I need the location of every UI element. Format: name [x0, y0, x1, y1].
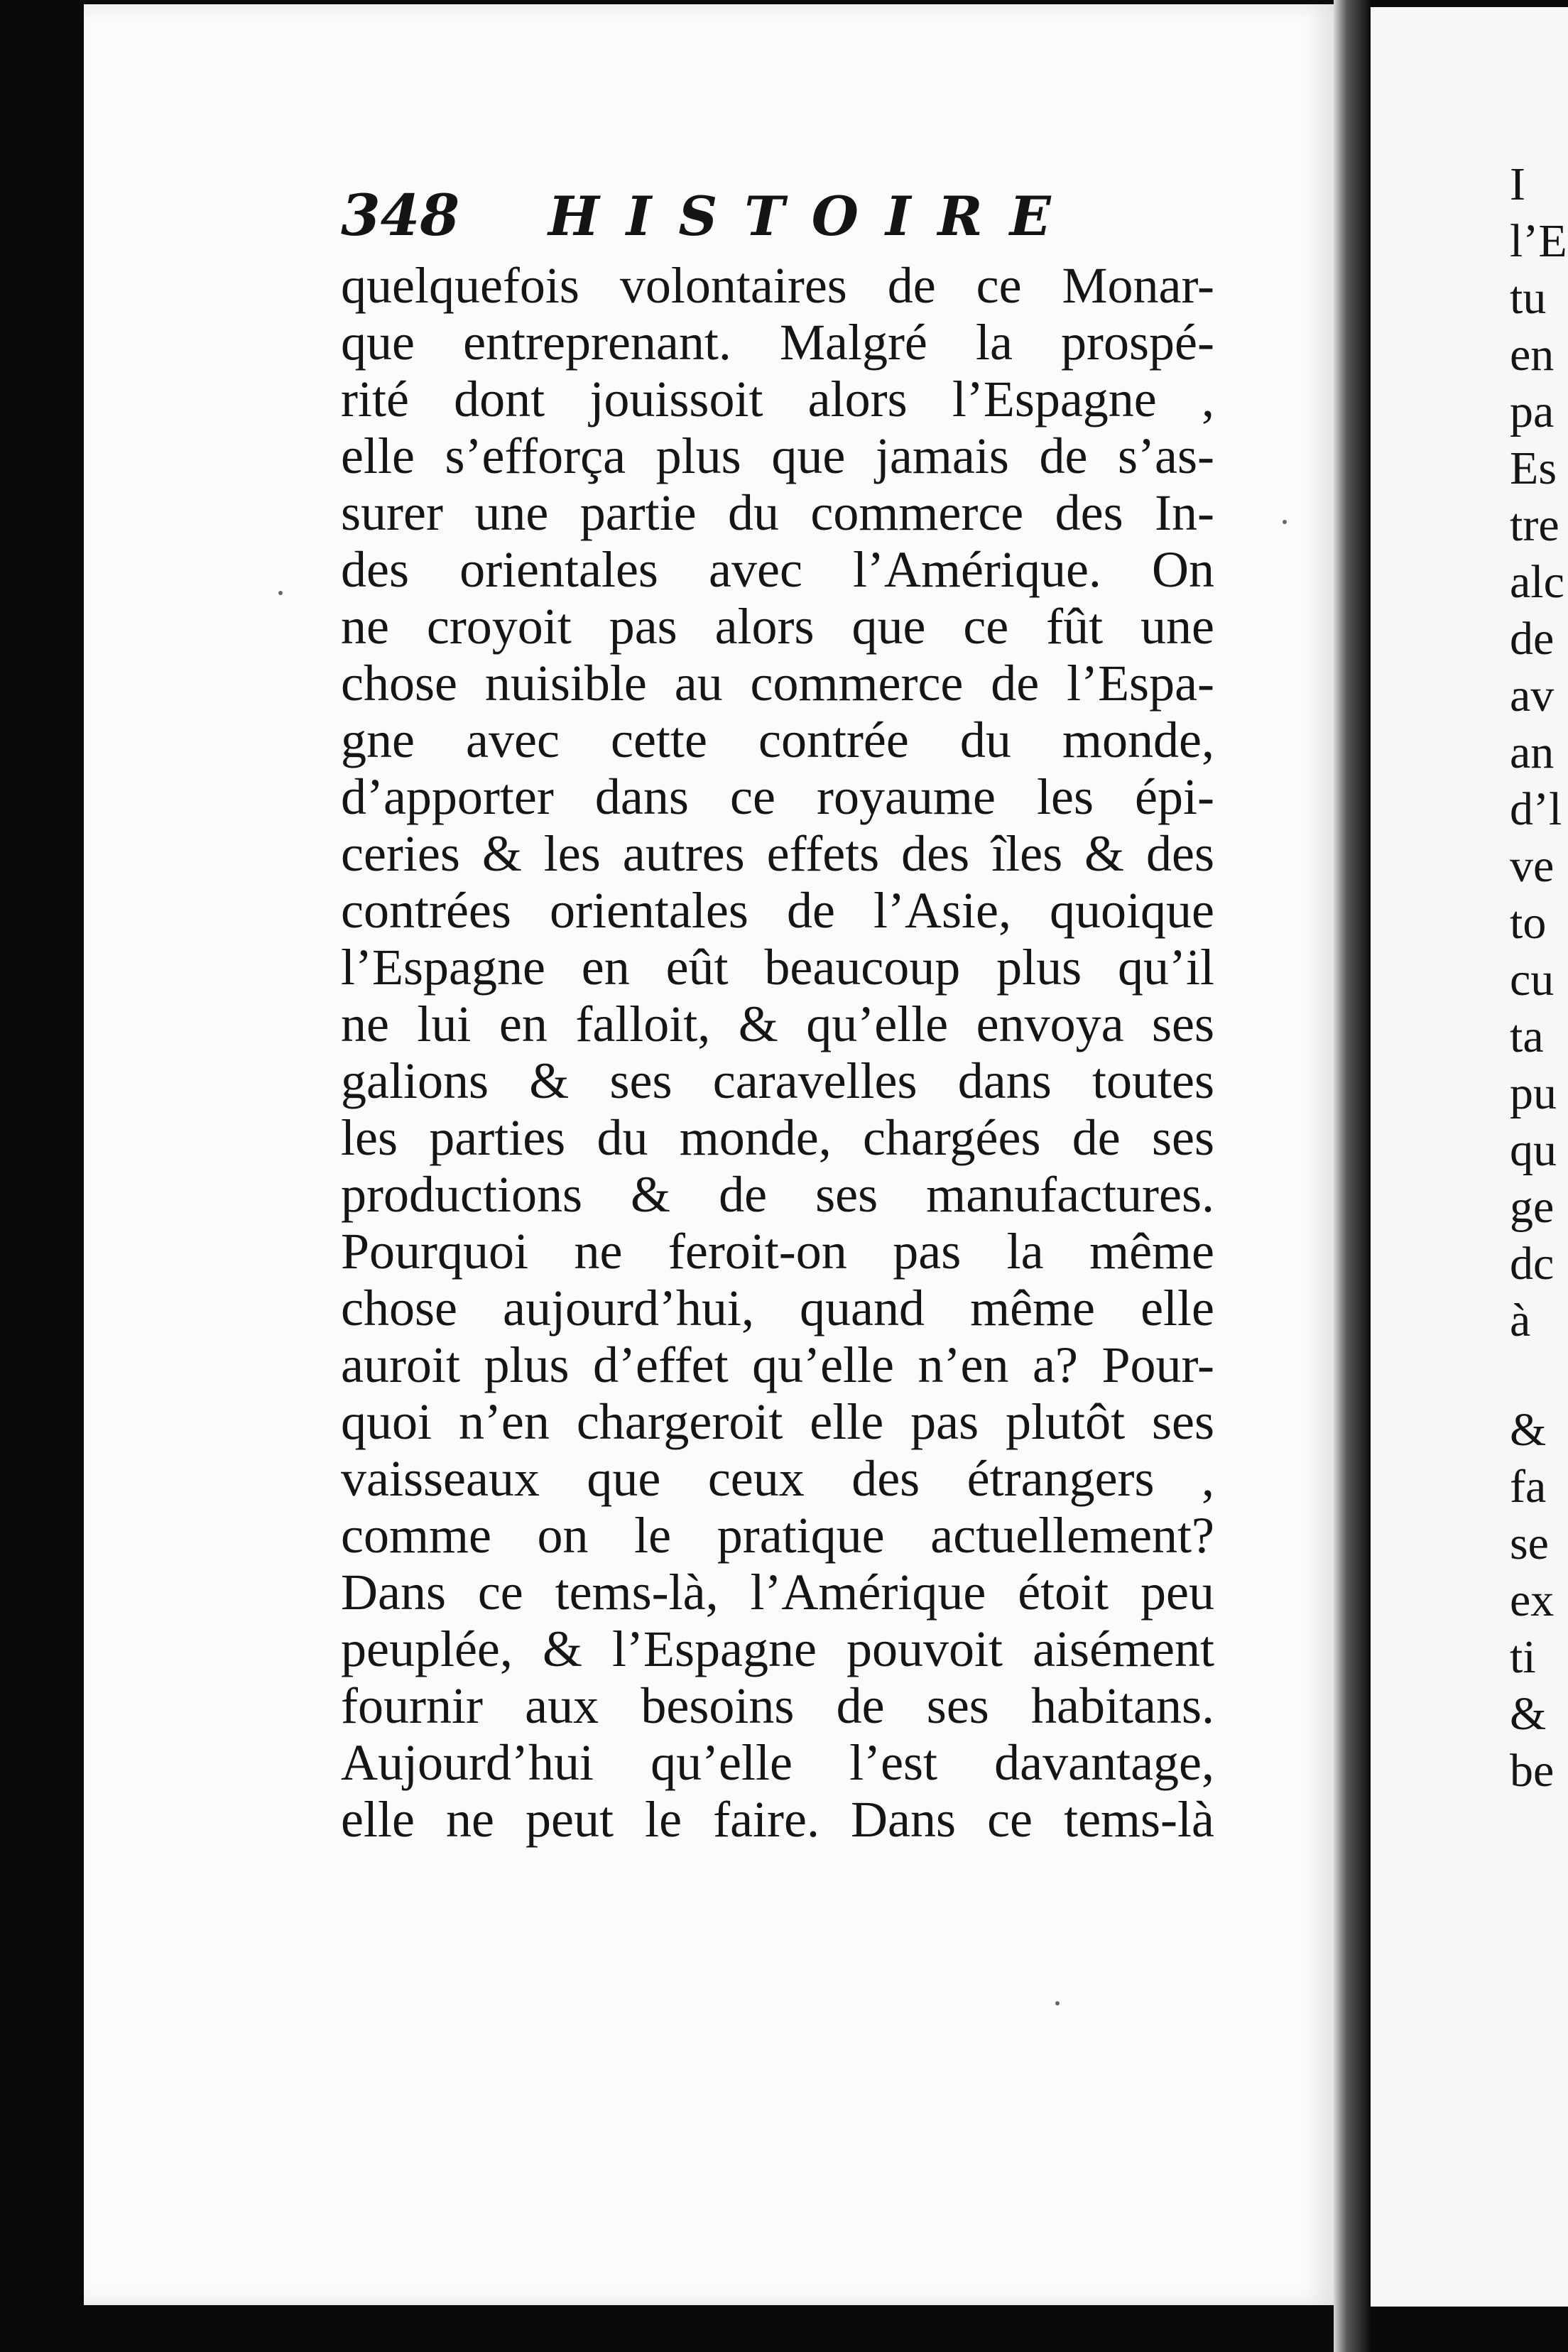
text-line: ceries & les autres effets des îles & des: [341, 825, 1214, 882]
text-line: quoi n’en chargeroit elle pas plutôt ses: [341, 1393, 1214, 1450]
right-line-fragment: tu: [1510, 272, 1547, 324]
right-line-fragment: ti: [1510, 1631, 1536, 1683]
text-line: fournir aux besoins de ses habitans.: [341, 1677, 1214, 1734]
text-line: quelquefois volontaires de ce Monar-: [341, 257, 1214, 314]
text-line: contrées orientales de l’Asie, quoique: [341, 882, 1214, 939]
text-line: gne avec cette contrée du monde,: [341, 712, 1214, 768]
text-line: auroit plus d’effet qu’elle n’en a? Pour-: [341, 1336, 1214, 1393]
text-line: les parties du monde, chargées de ses: [341, 1109, 1214, 1166]
text-line: chose nuisible au commerce de l’Espa-: [341, 655, 1214, 712]
text-line: ne croyoit pas alors que ce fût une: [341, 598, 1214, 655]
right-line-fragment: alc: [1510, 556, 1564, 608]
text-line: Dans ce tems-là, l’Amérique étoit peu: [341, 1564, 1214, 1621]
right-line-fragment: en: [1510, 329, 1555, 381]
right-line-fragment: ta: [1510, 1011, 1544, 1062]
right-line-fragment: pa: [1510, 386, 1555, 437]
text-line: Aujourd’hui qu’elle l’est davantage,: [341, 1734, 1214, 1791]
right-line-fragment: &: [1510, 1404, 1547, 1456]
right-line-fragment: d’l: [1510, 783, 1562, 835]
text-line: productions & de ses manufactures.: [341, 1166, 1214, 1223]
ink-speck: [278, 591, 283, 595]
right-line-fragment: se: [1510, 1518, 1549, 1569]
text-line: elle s’efforça plus que jamais de s’as-: [341, 428, 1214, 484]
right-line-fragment: qu: [1510, 1124, 1557, 1176]
right-line-fragment: ge: [1510, 1181, 1555, 1233]
right-line-fragment: to: [1510, 897, 1547, 949]
right-line-fragment: l’E: [1510, 215, 1567, 267]
text-line: des orientales avec l’Amérique. On: [341, 541, 1214, 598]
right-line-fragment: à: [1510, 1295, 1531, 1346]
right-line-fragment: dc: [1510, 1238, 1555, 1290]
right-line-fragment: fa: [1510, 1461, 1547, 1513]
text-line: rité dont jouissoit alors l’Espagne ,: [341, 371, 1214, 428]
right-line-fragment: cu: [1510, 954, 1555, 1006]
book-gutter: [1334, 0, 1371, 2352]
body-text: [341, 257, 1214, 1848]
text-line: d’apporter dans ce royaume les épi-: [341, 768, 1214, 825]
right-line-fragment: pu: [1510, 1067, 1557, 1119]
right-line-fragment: be: [1510, 1745, 1555, 1797]
text-line: que entreprenant. Malgré la prospé-: [341, 314, 1214, 371]
text-line: surer une partie du commerce des In-: [341, 484, 1214, 541]
text-line: elle ne peut le faire. Dans ce tems-là: [341, 1791, 1214, 1848]
text-line: Pourquoi ne feroit-on pas la même: [341, 1223, 1214, 1280]
right-page-text: [1510, 158, 1568, 1800]
right-line-fragment: tre: [1510, 499, 1559, 551]
text-line: peuplée, & l’Espagne pouvoit aisément: [341, 1621, 1214, 1677]
text-line: vaisseaux que ceux des étrangers ,: [341, 1450, 1214, 1507]
text-line: chose aujourd’hui, quand même elle: [341, 1280, 1214, 1336]
ink-speck: [1283, 520, 1287, 524]
right-line-fragment: Es: [1510, 442, 1557, 494]
page-header: [341, 179, 1221, 257]
text-line: galions & ses caravelles dans toutes: [341, 1052, 1214, 1109]
right-line-fragment: av: [1510, 670, 1555, 722]
ink-speck: [1055, 2001, 1060, 2005]
right-header-fragment: I: [1510, 158, 1525, 210]
running-head: HISTOIRE: [548, 185, 1078, 248]
text-line: comme on le pratique actuellement?: [341, 1507, 1214, 1564]
right-line-fragment: an: [1510, 726, 1555, 778]
right-line-fragment: ex: [1510, 1574, 1555, 1626]
text-line: ne lui en falloit, & qu’elle envoya ses: [341, 996, 1214, 1052]
right-line-fragment: ve: [1510, 840, 1555, 892]
page-number: 348: [341, 182, 459, 249]
text-line: l’Espagne en eût beaucoup plus qu’il: [341, 939, 1214, 996]
right-line-fragment: &: [1510, 1688, 1547, 1740]
right-line-fragment: de: [1510, 613, 1555, 665]
